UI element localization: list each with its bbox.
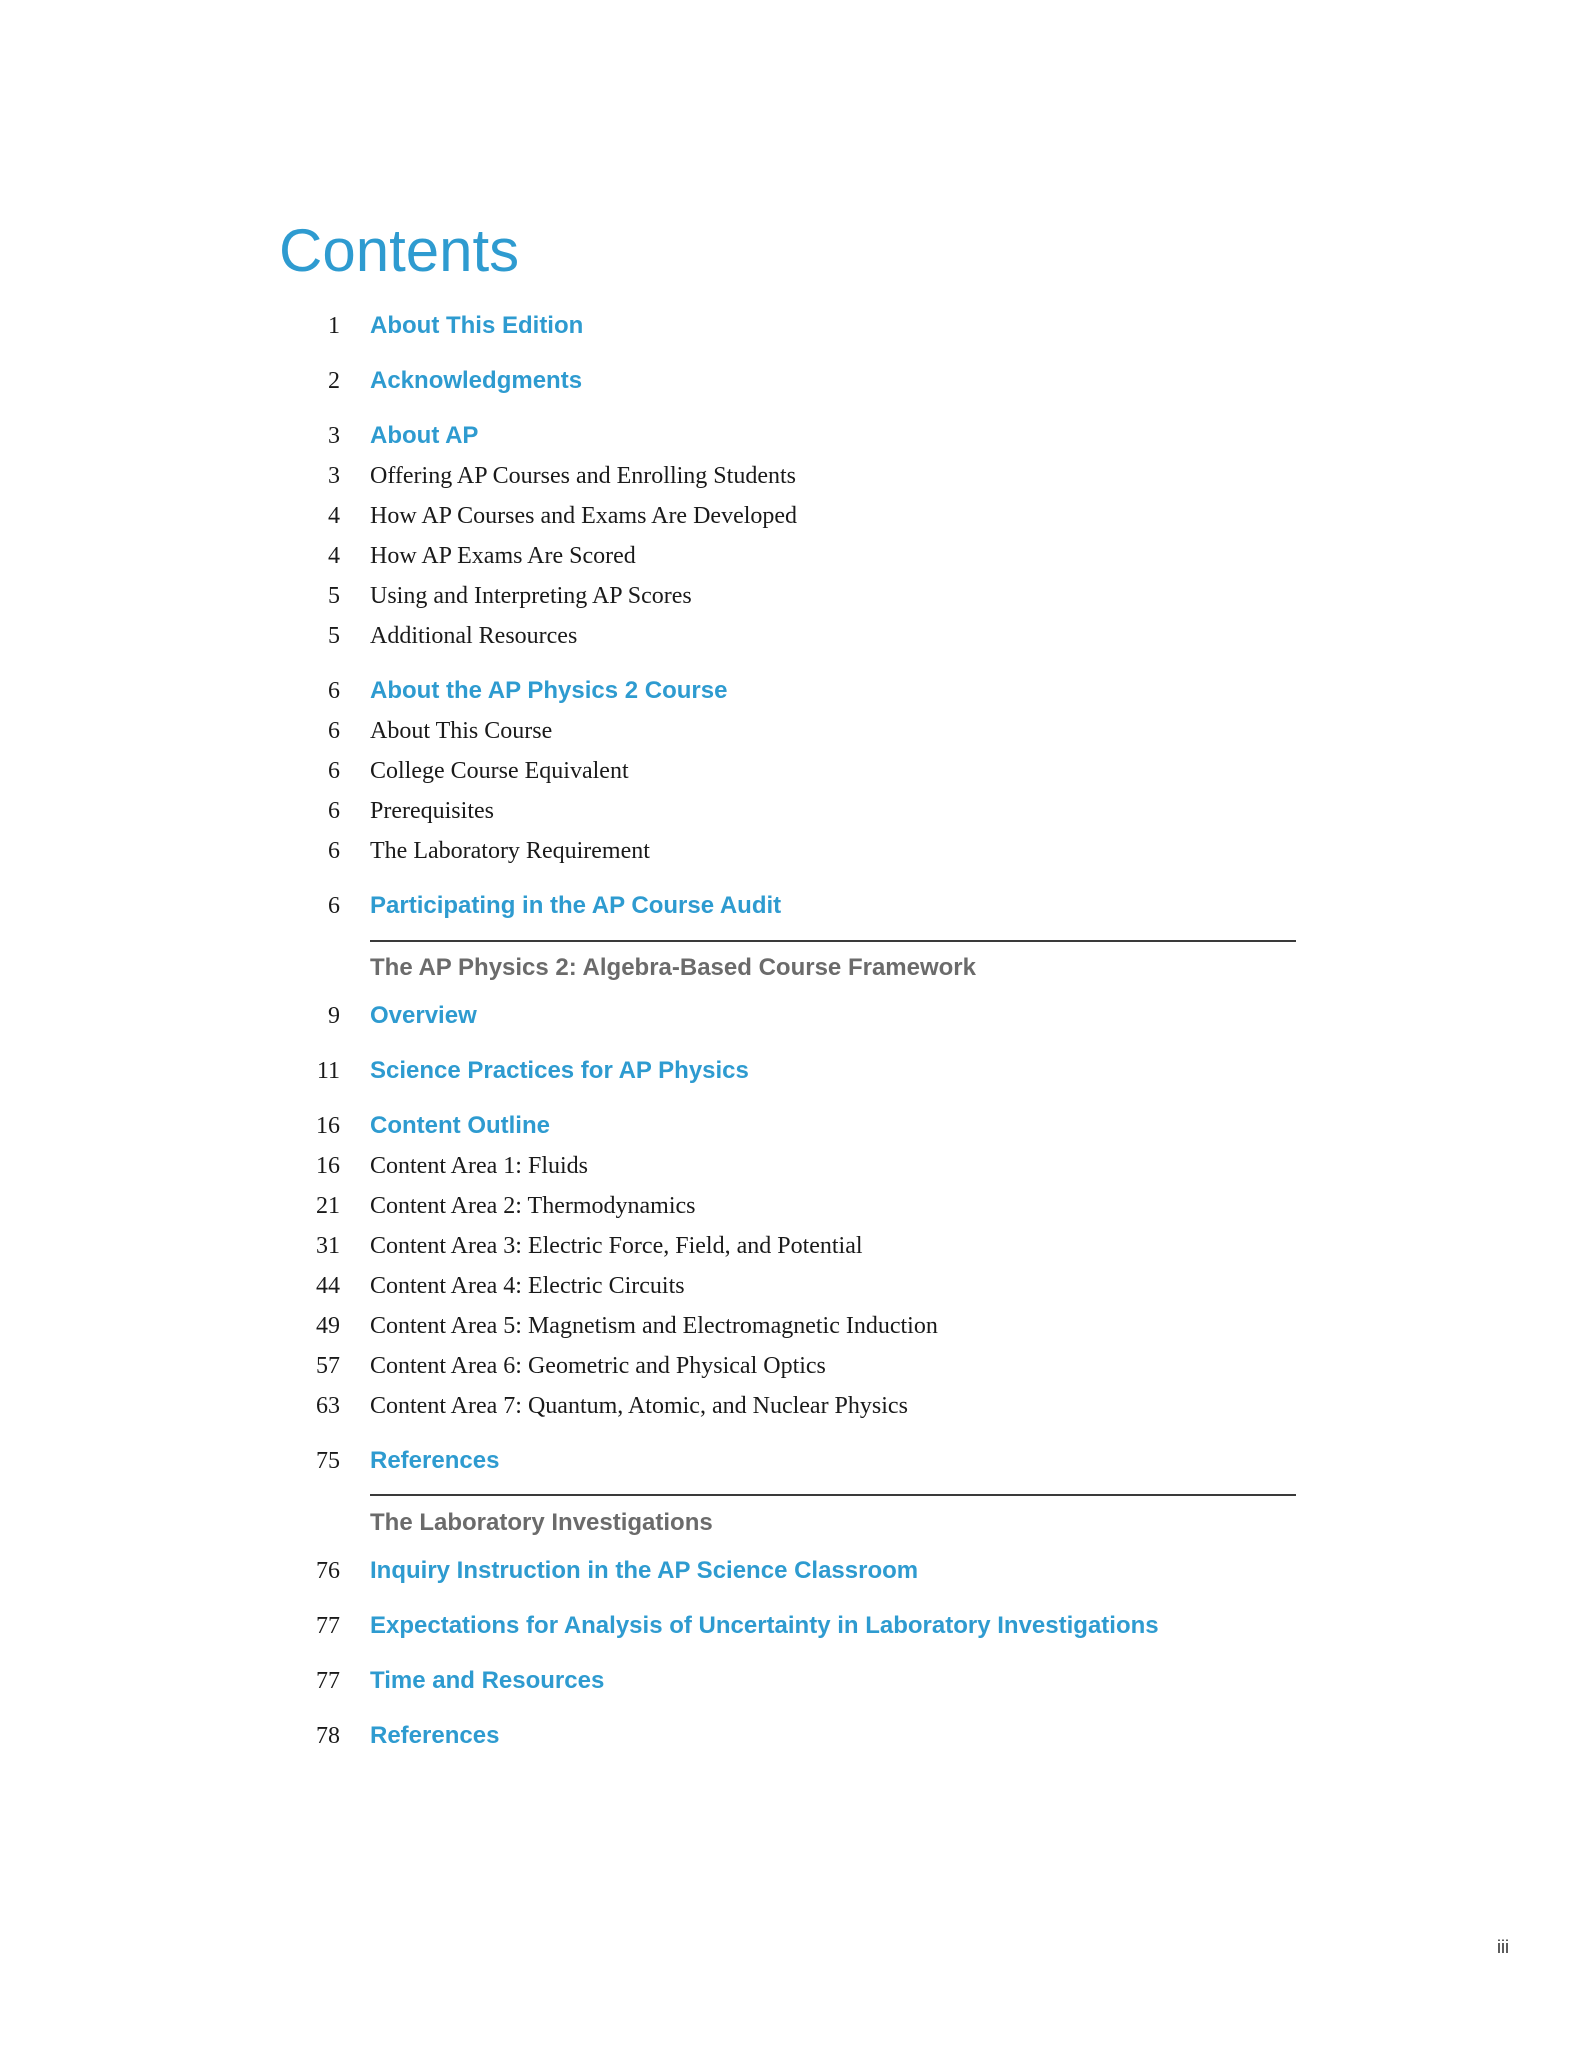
toc-page-number: 31 xyxy=(316,1232,340,1259)
toc-entry-label: Expectations for Analysis of Uncertainty in Laboratory Investigations xyxy=(370,1612,1159,1639)
toc-entry-label: The AP Physics 2: Algebra-Based Course Framework xyxy=(370,954,976,981)
toc-entry-label: Additional Resources xyxy=(370,622,578,649)
section-divider xyxy=(370,1494,1296,1496)
toc-page-number: 44 xyxy=(316,1272,340,1299)
toc-entry-label: How AP Exams Are Scored xyxy=(370,542,636,569)
toc-page-number: 57 xyxy=(316,1352,340,1379)
toc-entry-label: Content Area 6: Geometric and Physical Optics xyxy=(370,1352,826,1379)
toc-entry-label: The Laboratory Requirement xyxy=(370,837,650,864)
toc-page-number: 21 xyxy=(316,1192,340,1219)
toc-entry-major[interactable] xyxy=(0,1716,1582,1756)
toc-entry-label: Overview xyxy=(370,1002,477,1029)
toc-entry[interactable] xyxy=(0,1386,1582,1426)
toc-entry-label: Science Practices for AP Physics xyxy=(370,1057,749,1084)
toc-entry-label: Using and Interpreting AP Scores xyxy=(370,582,692,609)
toc-page-number: 6 xyxy=(328,717,340,744)
toc-entry[interactable] xyxy=(0,1226,1582,1266)
toc-entry-label: Content Area 4: Electric Circuits xyxy=(370,1272,685,1299)
toc-section-heading xyxy=(0,1503,1582,1543)
toc-entry-major[interactable] xyxy=(0,361,1582,401)
toc-entry-label: How AP Courses and Exams Are Developed xyxy=(370,502,798,529)
toc-entry-label: Content Area 7: Quantum, Atomic, and Nuclear Physics xyxy=(370,1392,908,1419)
toc-page-number: 6 xyxy=(328,757,340,784)
page-number: iii xyxy=(1497,1937,1509,1957)
toc-entry-label: The Laboratory Investigations xyxy=(370,1509,713,1536)
toc-entry[interactable] xyxy=(0,1186,1582,1226)
toc-entry-label: College Course Equivalent xyxy=(370,757,629,784)
toc-page-number: 76 xyxy=(316,1557,340,1584)
toc-entry-major[interactable] xyxy=(0,1051,1582,1091)
toc-entry-label: References xyxy=(370,1722,500,1749)
toc-entry-label: Participating in the AP Course Audit xyxy=(370,892,782,919)
toc-page-number: 6 xyxy=(328,677,340,704)
toc-entry-label: About the AP Physics 2 Course xyxy=(370,677,728,704)
toc-page-number: 77 xyxy=(316,1667,340,1694)
toc-page-number: 16 xyxy=(316,1112,340,1139)
toc-entry[interactable] xyxy=(0,456,1582,496)
toc-entry-label: Content Area 3: Electric Force, Field, and Potential xyxy=(370,1232,863,1259)
toc-page-number: 4 xyxy=(328,502,340,529)
toc-entry-label: Inquiry Instruction in the AP Science Classroom xyxy=(370,1557,919,1584)
toc-page-number: 3 xyxy=(328,462,340,489)
toc-page-number: 4 xyxy=(328,542,340,569)
toc-entry-major[interactable] xyxy=(0,671,1582,711)
toc-entry-major[interactable] xyxy=(0,1106,1582,1146)
toc-entry[interactable] xyxy=(0,1266,1582,1306)
toc-entry-major[interactable] xyxy=(0,1441,1582,1481)
toc-entry[interactable] xyxy=(0,576,1582,616)
toc-entry[interactable] xyxy=(0,536,1582,576)
toc-section-heading xyxy=(0,948,1582,988)
toc-entry-major[interactable] xyxy=(0,996,1582,1036)
toc-page-number: 16 xyxy=(316,1152,340,1179)
toc-entry-label: Content Outline xyxy=(370,1112,550,1139)
toc-page-number: 6 xyxy=(328,892,340,919)
toc-entry[interactable] xyxy=(0,496,1582,536)
toc-entry-major[interactable] xyxy=(0,1661,1582,1701)
toc-entry[interactable] xyxy=(0,616,1582,656)
toc-entry-label: Prerequisites xyxy=(370,797,494,824)
toc-page-number: 77 xyxy=(316,1612,340,1639)
page-title: Contents xyxy=(279,217,520,284)
toc-entry-major[interactable] xyxy=(0,416,1582,456)
toc-entry-label: Offering AP Courses and Enrolling Students xyxy=(370,462,796,489)
toc-page-number: 3 xyxy=(328,422,340,449)
toc-page-number: 49 xyxy=(316,1312,340,1339)
toc-entry[interactable] xyxy=(0,791,1582,831)
toc-page-number: 75 xyxy=(316,1447,340,1474)
toc-entry-label: Acknowledgments xyxy=(370,367,583,394)
toc-entry-major[interactable] xyxy=(0,306,1582,346)
toc-entry-label: About This Course xyxy=(370,717,553,744)
toc-entry[interactable] xyxy=(0,711,1582,751)
toc-page-number: 5 xyxy=(328,622,340,649)
toc-entry-label: Content Area 5: Magnetism and Electromagnetic Induction xyxy=(370,1312,938,1339)
toc-entry-label: Content Area 1: Fluids xyxy=(370,1152,588,1179)
toc-entry[interactable] xyxy=(0,1306,1582,1346)
toc-page-number: 63 xyxy=(316,1392,340,1419)
toc-entry-major[interactable] xyxy=(0,1606,1582,1646)
toc-entry[interactable] xyxy=(0,1146,1582,1186)
section-divider xyxy=(370,940,1296,942)
toc-page-number: 9 xyxy=(328,1002,340,1029)
toc-entry-major[interactable] xyxy=(0,1551,1582,1591)
toc-page-number: 6 xyxy=(328,837,340,864)
toc-page-number: 5 xyxy=(328,582,340,609)
toc-entry-label: Time and Resources xyxy=(370,1667,605,1694)
toc-page-number: 2 xyxy=(328,367,340,394)
toc-entry-label: References xyxy=(370,1447,500,1474)
toc-page-number: 11 xyxy=(316,1057,340,1084)
toc-entry-label: About AP xyxy=(370,422,479,449)
toc-entry-label: Content Area 2: Thermodynamics xyxy=(370,1192,696,1219)
toc-entry[interactable] xyxy=(0,831,1582,871)
toc-page-number: 1 xyxy=(328,312,340,339)
toc-entry[interactable] xyxy=(0,751,1582,791)
toc-page-number: 6 xyxy=(328,797,340,824)
toc-page-number: 78 xyxy=(316,1722,340,1749)
toc-entry-label: About This Edition xyxy=(370,312,584,339)
toc-entry-major[interactable] xyxy=(0,886,1582,926)
toc-entry[interactable] xyxy=(0,1346,1582,1386)
